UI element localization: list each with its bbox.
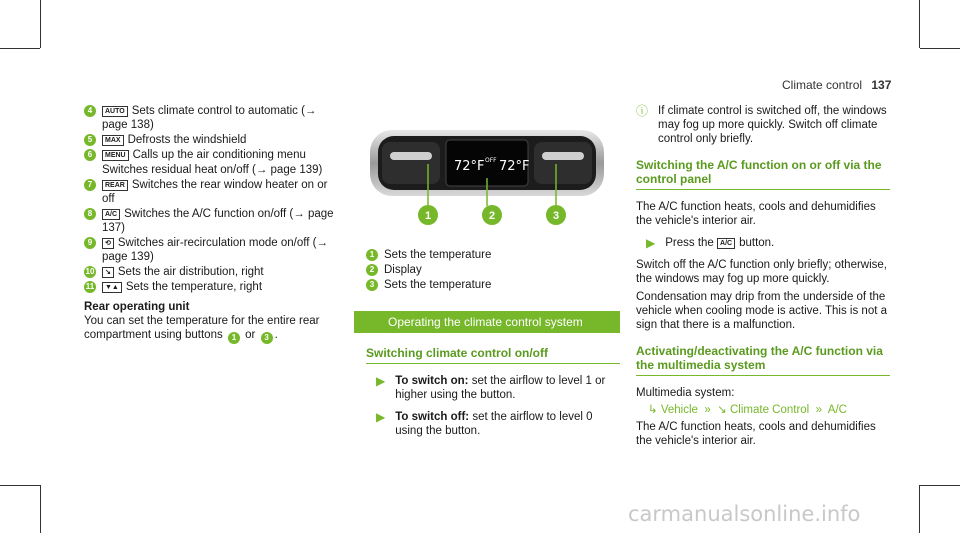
crop-mark (919, 485, 920, 533)
info-icon: ⓘ (636, 104, 649, 118)
ac-multimedia-title: Activating/deactivating the A/C function via the multimedia system (636, 344, 883, 372)
return-arrow-icon: ↳ (648, 404, 658, 416)
control-item (84, 178, 336, 206)
legend-text: Sets the temperature (384, 249, 492, 261)
control-description: Calls up the air conditioning menu (132, 149, 306, 161)
control-icon: AUTO (102, 106, 128, 117)
panel-illustration (354, 100, 616, 244)
callout-badge: 2 (366, 264, 378, 276)
right-column (636, 104, 890, 448)
page-number: 137 (871, 78, 892, 92)
control-item (84, 236, 336, 264)
rear-unit-paragraph: You can set the temperature for the entire rear compartment using buttons 1 or 3 . (84, 315, 320, 342)
crop-mark (0, 485, 40, 486)
control-item (84, 163, 336, 177)
callout-badge: 9 (84, 237, 96, 249)
control-icon: ▼▲ (102, 282, 122, 293)
control-item (84, 207, 336, 235)
legend-item (366, 278, 616, 292)
legend-item (366, 263, 616, 277)
control-description: Switches the A/C function on/off (→ page 137) (102, 208, 334, 234)
crop-mark (40, 0, 41, 48)
step-arrow-icon: ▶ (646, 236, 656, 250)
step-press-ac: ▶ Press the A/C button. (646, 236, 775, 250)
control-item (84, 104, 336, 132)
switching-title: Switching climate control on/off (366, 346, 549, 360)
control-icon: REAR (102, 180, 128, 191)
menu-path: ↳ Vehicle » ↘ Climate Control » A/C (648, 404, 847, 416)
control-description: Switches residual heat on/off (→ page 139) (102, 164, 323, 176)
ac-paragraph: The A/C function heats, cools and dehumidifies the vehicle's interior air. (636, 421, 876, 447)
control-description: Sets the air distribution, right (117, 266, 264, 278)
callout-badge: 3 (366, 279, 378, 291)
callout-badge: 4 (84, 105, 96, 117)
callout-badge: 10 (85, 267, 95, 276)
callout-2: 2 (488, 210, 496, 222)
display-right-temp: 72°F (499, 159, 530, 174)
control-item (84, 148, 336, 162)
ac-paragraph: Switch off the A/C function only briefly; otherwise, the windows may fog up more quickly. (636, 259, 887, 285)
callout-badge: 3 (261, 332, 273, 344)
display-status: OFF (485, 157, 497, 164)
image-legend (366, 248, 616, 293)
control-icon: MENU (102, 150, 129, 161)
middle-column (366, 346, 620, 438)
left-column (84, 104, 336, 344)
control-icon: ↘ (102, 267, 114, 278)
page-header (782, 78, 932, 92)
rear-control-panel-image (354, 100, 616, 244)
step-arrow-icon: ▶ (376, 374, 386, 388)
control-icon: A/C (102, 209, 120, 220)
ac-paragraph: Condensation may drip from the underside of the vehicle when cooling mode is active. This is not a sign that there is a malfunction. (636, 291, 888, 331)
step-arrow-icon: ▶ (376, 410, 386, 424)
info-note: ⓘ If climate control is switched off, the windows may fog up more quickly. Switch off climate control only briefly. (636, 104, 887, 145)
rear-unit-heading: Rear operating unit (84, 301, 190, 313)
crop-mark (920, 485, 960, 486)
crop-mark (919, 0, 920, 48)
step-switch-on: ▶ To switch on: set the airflow to level 1 or higher using the button. (376, 374, 606, 401)
control-description: Switches air-recirculation mode on/off (→ page 139) (102, 237, 328, 263)
control-icon: MAX (102, 135, 124, 146)
control-description: Defrosts the windshield (127, 134, 247, 146)
title-rule (636, 189, 890, 190)
callout-badge: 5 (84, 134, 96, 146)
callout-badge: 7 (84, 179, 96, 191)
control-item (84, 265, 336, 279)
air-distribution-icon: ↘ (717, 404, 727, 416)
forward-arrow-icon: » (812, 404, 826, 416)
step-switch-off: ▶ To switch off: set the airflow to level 0 using the button. (376, 410, 593, 437)
legend-text: Sets the temperature (384, 279, 492, 291)
crop-mark (0, 48, 40, 49)
callout-badge: 11 (85, 282, 95, 291)
ac-paragraph: The A/C function heats, cools and dehumidifies the vehicle's interior air. (636, 201, 876, 227)
control-item (84, 280, 336, 294)
callout-badge: 6 (84, 149, 96, 161)
legend-item (366, 248, 616, 262)
display-left-temp: 72°F (454, 159, 485, 174)
control-description: Sets climate control to automatic (→ page 138) (102, 105, 317, 131)
control-item (84, 133, 336, 147)
callout-3: 3 (552, 210, 560, 222)
control-icon: ⟲ (102, 238, 114, 249)
section-name: Climate control (782, 78, 863, 92)
callout-badge: 1 (366, 249, 378, 261)
ac-paragraph: Multimedia system: (636, 387, 735, 399)
control-description: Sets the temperature, right (125, 281, 263, 293)
callout-1: 1 (424, 210, 432, 222)
title-rule (366, 363, 620, 364)
ac-button-icon: A/C (717, 238, 735, 249)
control-description: Switches the rear window heater on or off (102, 179, 328, 205)
callout-badge: 1 (228, 332, 240, 344)
crop-mark (40, 485, 41, 533)
title-rule (636, 375, 890, 376)
ac-panel-title: Switching the A/C function on or off via the control panel (636, 158, 882, 186)
crop-mark (920, 48, 960, 49)
watermark: carmanualsonline.info (628, 502, 861, 526)
section-bar: Operating the climate control system (354, 311, 620, 333)
callout-badge: 8 (84, 208, 96, 220)
forward-arrow-icon: » (701, 404, 714, 416)
legend-text: Display (384, 264, 422, 276)
